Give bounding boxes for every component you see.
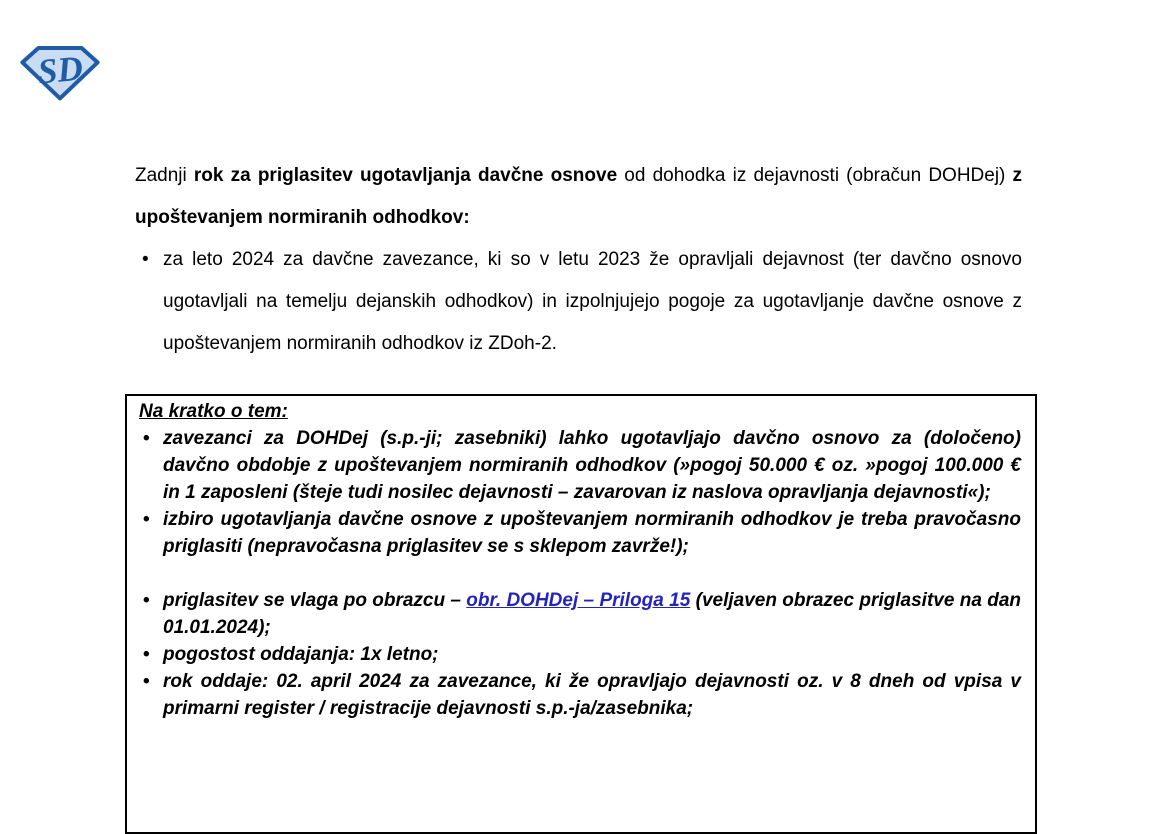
box-bullet-5 [139, 668, 1021, 722]
summary-box-heading: Na kratko o tem: [139, 401, 288, 422]
priloga-15-link[interactable]: obr. DOHDej – Priloga 15 [466, 590, 691, 611]
box-bullet-3-pre: priglasitev se vlaga po obrazcu – [163, 590, 467, 611]
box-bullet-3 [139, 587, 1021, 641]
intro-section [135, 155, 1022, 365]
summary-box [125, 394, 1037, 834]
box-bullet-2 [139, 506, 1021, 560]
box-bullet-2-text: izbiro ugotavljanja davčne osnove z upoštevanjem normiranih odhodkov je treba pravočasno priglasiti (nepravočasna priglasitev se s sklepom zavrže!); [163, 509, 1021, 557]
box-bullet-4 [139, 641, 1021, 668]
intro-bullet-text: za leto 2024 za davčne zavezance, ki so v letu 2023 že opravljali dejavnost (ter davčno osnovo ugotavljali na temelju dejanskih odhodkov) in izpolnjujejo pogoje za ugotavljanje davčne osnove z upoštevanjem normiranih odhodkov iz ZDoh-2. [163, 249, 1022, 354]
intro-run-4-bold: z upoštevanjem normiranih odhodkov: [135, 165, 1023, 228]
logo-letters: SD [36, 48, 85, 92]
box-bullet-1-text: zavezanci za DOHDej (s.p.-ji; zasebniki) lahko ugotavljajo davčno osnovo za (določeno) davčno obdobje z upoštevanjem normiranih odhodkov (»pogoj 50.000 € oz. »pogoj 100.000 € in 1 zaposleni (šteje tudi nosilec dejavnosti – zavarovan iz naslova opravljanja dejavnosti«); [163, 428, 1021, 503]
intro-run-1: Zadnji [135, 165, 194, 186]
bullet-dot-icon: • [142, 249, 149, 270]
box-bullet-3-post: (veljaven obrazec priglasitve na dan 01.01.2024); [163, 590, 1022, 638]
sd-shield-logo-icon [20, 43, 100, 101]
intro-paragraph [135, 155, 1022, 239]
box-bullet-4-text: pogostost oddajanja: 1x letno; [163, 644, 439, 665]
bullet-dot-icon: • [143, 671, 150, 692]
bullet-dot-icon: • [143, 428, 150, 449]
intro-bullet-item [135, 239, 1022, 365]
intro-run-3: od dohodka iz dejavnosti (obračun DOHDej) [617, 165, 1013, 186]
box-bullet-1 [139, 425, 1021, 506]
bullet-dot-icon: • [143, 509, 150, 530]
intro-run-2-bold: rok za priglasitev ugotavljanja davčne osnove [193, 165, 618, 186]
bullet-dot-icon: • [143, 644, 150, 665]
bullet-dot-icon: • [143, 590, 150, 611]
box-bullet-5-text: rok oddaje: 02. april 2024 za zavezance, ki že opravljajo dejavnosti oz. v 8 dneh od vpisa v primarni register / registracije dejavnosti s.p.-ja/zasebnika; [163, 671, 1021, 719]
